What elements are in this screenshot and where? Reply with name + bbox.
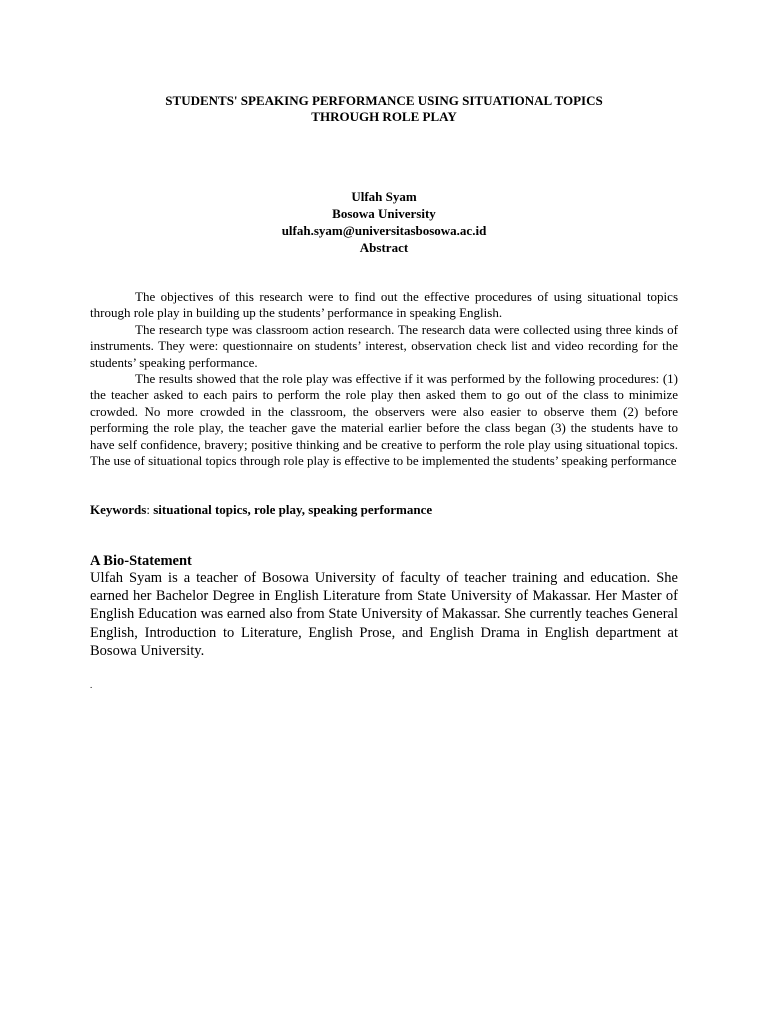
bio-statement-heading: A Bio-Statement [90, 553, 192, 569]
author-block [90, 188, 678, 256]
abstract-paragraph: The results showed that the role play was effective if it was performed by the following procedures: (1) the teacher asked to each pairs to perform the role play then asked them to go out of the class to minimize crowded. No more crowded in the classroom, the observers were also easier to observe them (2) before performing the role play, the teacher gave the material earlier before the class began (3) the students have to have self confidence, bravery; positive thinking and be creative to perform the role play using situational topics. The use of situational topics through role play is effective to be implemented the students’ speaking performance [90, 371, 678, 469]
keywords-line [90, 502, 678, 518]
keywords-values: situational topics, role play, speaking performance [153, 502, 433, 517]
keywords-label: Keywords [90, 502, 147, 517]
abstract-paragraph: The research type was classroom action research. The research data were collected using three kinds of instruments. They were: questionnaire on students’ interest, observation check list and video recording for the students’ speaking performance. [90, 321, 678, 370]
bio-statement-text: Ulfah Syam is a teacher of Bosowa University of faculty of teacher training and education. She earned her Bachelor Degree in English Literature from State University of Makassar. Her Master of English Education was earned also from State University of Makassar. She currently teaches General English, Introduction to Literature, English Prose, and English Drama in English department at Bosowa University. [90, 570, 678, 659]
paper-title-line-1: STUDENTS' SPEAKING PERFORMANCE USING SITUATIONAL TOPICS [165, 93, 603, 108]
abstract-heading: Abstract [359, 240, 409, 255]
abstract-body [90, 289, 678, 469]
abstract-paragraph: The objectives of this research were to find out the effective procedures of using situational topics through role play in building up the students’ performance in speaking English. [90, 289, 678, 321]
author-affiliation: Bosowa University [332, 206, 436, 221]
document-page [90, 0, 678, 1024]
trailing-mark: . [90, 680, 93, 690]
paper-title [90, 93, 678, 125]
paper-title-line-2: THROUGH ROLE PLAY [311, 109, 457, 124]
keywords-separator: : [146, 502, 154, 517]
author-name: Ulfah Syam [351, 189, 417, 204]
author-email: ulfah.syam@universitasbosowa.ac.id [281, 223, 487, 238]
